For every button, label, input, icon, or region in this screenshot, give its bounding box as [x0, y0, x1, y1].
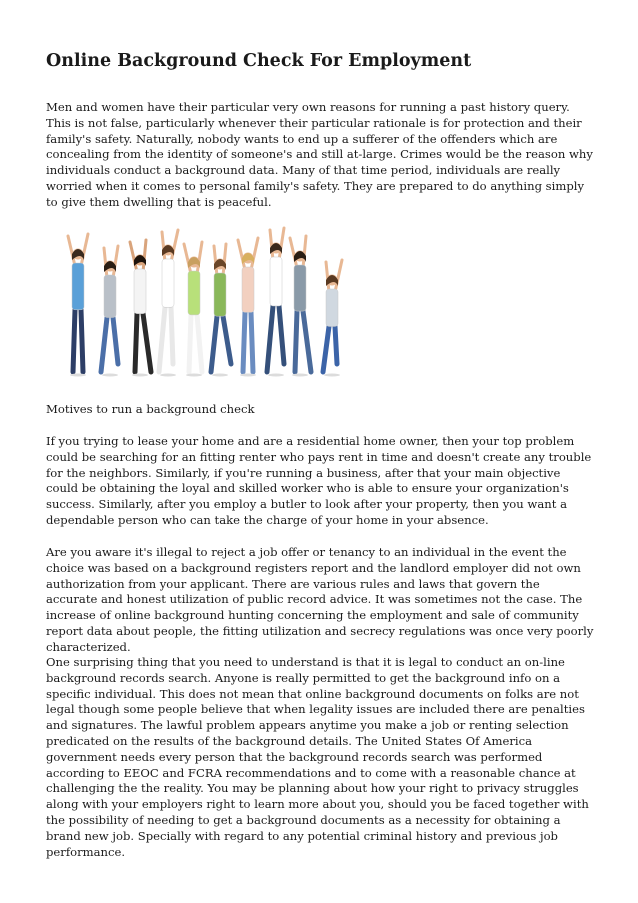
person-shadow	[292, 374, 308, 377]
person-leg-left	[295, 311, 297, 372]
person-shadow	[324, 374, 340, 377]
paragraph-legality: Are you aware it's illegal to reject a job offer or tenancy to an individual in the event the choice was based on a background registers report and the landlord employer did not own authorization from your applicant. There are various rules and laws that govern the accurate and honest utilization of public record advice. It was sometimes not the case. The increase of online background hunting concerning the employment and sale of community report data about people, the fitting utilization and secrecy regulations was once very poorly characterized.	[46, 545, 594, 654]
person-leg-right	[113, 317, 118, 364]
person-shadow	[132, 374, 148, 377]
jumping-people-illustration	[60, 226, 360, 380]
paragraph-landlords: If you trying to lease your home and are a residential home owner, then your top problem could be searching for an fitting renter who pays rent in time and doesn't create any trouble for the neighbors. Similarly, if you're running a business, after that your main objective could be obtaining the loyal and skilled worker who is able to ensure your organization's success. Similarly, after you employ a butler to look after your property, then you want a dependable person who can take the charge of your home in your absence.	[46, 434, 592, 527]
paragraph-online-search: One surprising thing that you need to understand is that it is legal to conduct an on-line background records search. Anyone is really permitted to get the background info on a specific individual. This does not mean that online background documents on folks are not legal though some people believe that when legality issues are included there are penalties and signatures. The lawful problem appears anytime you make a job or renting selection predicated on the results of the background details. The United States Of America government needs every person that the background records search was performed according to EEOC and FCRA recommendations and to come with a reasonable chance at challenging the the reality. You may be planning about how your right to privacy struggles along with your employers right to learn more about you, should you be faced together with the possibility of needing to get a background documents as a necessity for obtaining a brand new job. Specially with regard to any potential criminal history and previous job performance.	[46, 655, 589, 859]
person-shadow	[240, 374, 256, 377]
person-leg-right	[303, 311, 311, 372]
person-shadow	[102, 374, 118, 377]
person-shadow	[186, 374, 202, 377]
person-arm-right	[171, 230, 178, 262]
person-torso	[214, 273, 226, 316]
person-torso	[188, 271, 200, 315]
person-leg-left	[189, 315, 191, 372]
person-torso	[134, 269, 146, 314]
person-leg-right	[223, 316, 231, 364]
person-torso	[270, 257, 282, 306]
person-arm-right	[81, 234, 88, 266]
person-leg-left	[211, 316, 217, 372]
person-shadow	[268, 374, 284, 377]
person-leg-right	[171, 307, 173, 364]
person-torso	[326, 289, 338, 326]
person-shadow	[70, 374, 86, 377]
person-leg-left	[135, 314, 137, 372]
person-leg-left	[73, 310, 75, 372]
person-torso	[104, 275, 116, 317]
section-subheading: Motives to run a background check	[46, 402, 255, 416]
person-leg-left	[323, 326, 329, 372]
person-shadow	[160, 374, 176, 377]
person-torso	[294, 265, 306, 311]
person-leg-right	[197, 315, 202, 372]
person-arm-right	[335, 260, 342, 292]
person-torso	[242, 267, 254, 312]
person-shadow	[212, 374, 228, 377]
person-arm-right	[251, 238, 258, 270]
person-leg-right	[335, 326, 337, 364]
person-leg-right	[143, 314, 151, 372]
paragraph-intro: Men and women have their particular very own reasons for running a past history query. This is not false, particularly whenever their particular rationale is for protection and their family's safety. Naturally, nobody wants to end up a sufferer of the offenders which are concealing from the identity of someone's and still at-large. Crimes would be the reason why individuals conduct a background data. Many of that time period, individuals are really worried when it comes to personal family's safety. They are prepared to do anything simply to give them dwelling that is peaceful.	[46, 100, 593, 209]
person-leg-right	[279, 306, 284, 364]
person-leg-left	[159, 307, 165, 372]
jumping-people-image	[60, 226, 360, 380]
person-leg-right	[81, 310, 83, 372]
person-leg-left	[243, 312, 245, 372]
person-torso	[72, 263, 84, 310]
person-torso	[162, 259, 174, 307]
person-leg-left	[101, 317, 107, 372]
person-leg-right	[251, 312, 253, 372]
person-leg-left	[267, 306, 273, 372]
page-title: Online Background Check For Employment	[46, 51, 472, 71]
